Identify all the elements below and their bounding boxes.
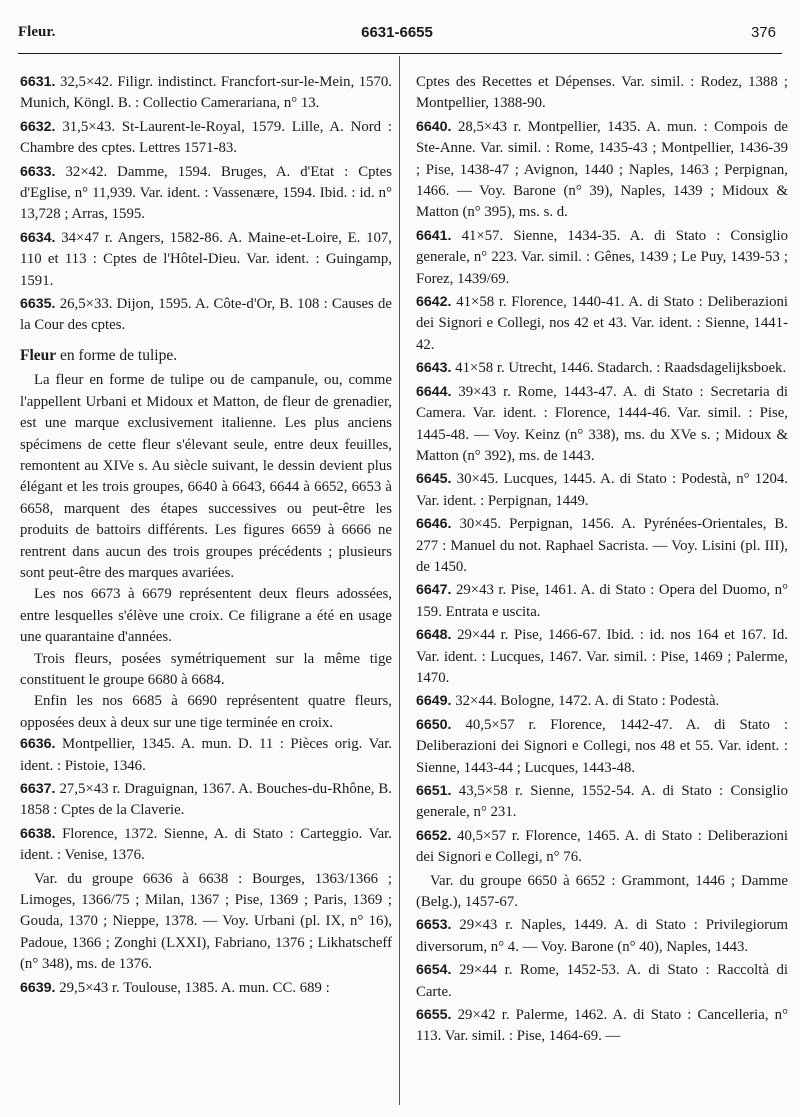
page-header xyxy=(18,24,776,50)
entry-6644: 6644. 39×43 r. Rome, 1443-47. A. di Stato : Secretaria di Camera. Var. ident. : Florence, 1444-46. Var. simil. : Pise, 1445-48. — Voy. Keinz (n° 338), ms. du XVe s. ; Midoux & Matton (n° 392), ms. de 1443. xyxy=(416,383,788,464)
entry-6651: 6651. 43,5×58 r. Sienne, 1552-54. A. di Stato : Consiglio generale, n° 231. xyxy=(416,783,788,821)
entry-6633: 6633. 32×42. Damme, 1594. Bruges, A. d'Etat : Cptes d'Eglise, n° 11,939. Var. ident. : Vassenære, 1594. Ibid. : id. n° 13,728 ; Arras, 1595. xyxy=(20,163,392,223)
left-column xyxy=(20,72,392,1001)
entry-6648: 6648. 29×44 r. Pise, 1466-67. Ibid. : id. nos 164 et 167. Id. Var. ident. : Lucques, 1467. Var. simil. : Pise, 1469 ; Palerme, 1470. xyxy=(416,627,788,686)
entry-6649: 6649. 32×44. Bologne, 1472. A. di Stato : Podestà. xyxy=(416,693,720,710)
entry-6638-variants: Var. du groupe 6636 à 6638 : Bourges, 1363/1366 ; Limoges, 1366/75 ; Milan, 1367 ; Pise, 1369 ; Paris, 1369 ; Gouda, 1370 ; Nieppe, 1378. — Voy. Urbani (pl. IX, n° 16), Padoue, 1366 ; Zonghi (LXXI), Fabriano, 1376 ; Likhatscheff (n° 348), ms. de 1376. xyxy=(20,870,392,973)
page-number: 376 xyxy=(750,24,776,41)
entry-6632: 6632. 31,5×43. St-Laurent-le-Royal, 1579. Lille, A. Nord : Chambre des cptes. Lettres 1571-83. xyxy=(20,118,392,157)
intro-paragraph-2: Les nos 6673 à 6679 représentent deux fleurs adossées, entre lesquelles s'élève une croix. Ce filigrane a été en usage une quarantaine d'années. xyxy=(20,586,392,646)
entry-6647: 6647. 29×43 r. Pise, 1461. A. di Stato : Opera del Duomo, n° 159. Entrata e uscita. xyxy=(416,582,788,620)
column-divider xyxy=(399,56,400,1105)
entry-6635: 6635. 26,5×33. Dijon, 1595. A. Côte-d'Or, B. 108 : Causes de la Cour des cptes. xyxy=(20,296,392,334)
entry-6631: 6631. 32,5×42. Filigr. indistinct. Francfort-sur-le-Mein, 1570. Munich, Köngl. B. : Collectio Camerariana, n° 13. xyxy=(20,74,392,112)
entry-6653: 6653. 29×43 r. Naples, 1449. A. di Stato : Privilegiorum diversorum, n° 4. — Voy. Barone (n° 40), Naples, 1443. xyxy=(416,917,788,955)
entry-6650: 6650. 40,5×57 r. Florence, 1442-47. A. di Stato : Deliberazioni dei Signori e Collegi, nos 48 et 55. Var. ident. : Sienne, 1443-44 ; Lucques, 1443-48. xyxy=(416,716,788,776)
entry-6641: 6641. 41×57. Sienne, 1434-35. A. di Stato : Consiglio generale, n° 223. Var. simil. : Gênes, 1439 ; Le Puy, 1439-53 ; Forez, 1439/69. xyxy=(416,227,788,287)
entry-6645: 6645. 30×45. Lucques, 1445. A. di Stato : Podestà, n° 1204. Var. ident. : Perpignan, 1449. xyxy=(416,471,788,509)
header-rule xyxy=(18,53,782,54)
entry-6646: 6646. 30×45. Perpignan, 1456. A. Pyrénées-Orientales, B. 277 : Manuel du not. Raphael Sacrista. — Voy. Lisini (pl. III), de 1450. xyxy=(416,516,788,575)
right-column xyxy=(416,72,788,1050)
section-heading-rest: en forme de tulipe. xyxy=(60,346,178,364)
entry-6652: 6652. 40,5×57 r. Florence, 1465. A. di Stato : Deliberazioni dei Signori e Collegi, n° 76. xyxy=(416,827,788,866)
intro-paragraph-1: La fleur en forme de tulipe ou de campanule, ou, comme l'appellent Urbani et Midoux et Matton, de fleur de grenadier, est une marque exclusivement italienne. Les plus anciens spécimens de cette fleur s'élevant seule, entre deux feuilles, remontent au XIVe s. Au siècle suivant, le dessin devient plus élégant et les trois groupes, 6640 à 6643, 6644 à 6652, 6653 à 6658, marquent des étapes successives ou peut-être les produits de battoirs différents. Les figures 6659 à 6666 ne rentrent dans aucun des trois groupes précédents ; plusieurs sont peut-être des marques avariées. xyxy=(20,372,392,581)
intro-paragraph-4: Enfin les nos 6685 à 6690 représentent quatre fleurs, opposées deux à deux sur une tige terminée en croix. xyxy=(20,693,392,731)
entry-6642: 6642. 41×58 r. Florence, 1440-41. A. di Stato : Deliberazioni dei Signori e Collegi, nos 42 et 43. Var. ident. : Sienne, 1441-42. xyxy=(416,294,788,353)
entry-6634: 6634. 34×47 r. Angers, 1582-86. A. Maine-et-Loire, E. 107, 110 et 113 : Cptes de l'Hôtel-Dieu. Var. ident. : Guingamp, 1591. xyxy=(20,229,392,289)
entry-6639-continued: Cptes des Recettes et Dépenses. Var. simil. : Rodez, 1388 ; Montpellier, 1388-90. xyxy=(416,74,788,112)
running-title: Fleur. xyxy=(18,24,56,40)
entry-range: 6631-6655 xyxy=(361,24,433,41)
section-heading-word: Fleur xyxy=(20,346,57,364)
entry-6637: 6637. 27,5×43 r. Draguignan, 1367. A. Bouches-du-Rhône, B. 1858 : Cptes de la Claverie. xyxy=(20,781,392,819)
intro-paragraph-3: Trois fleurs, posées symétriquement sur la même tige constituent le groupe 6680 à 6684. xyxy=(20,650,392,688)
entry-6640: 6640. 28,5×43 r. Montpellier, 1435. A. mun. : Compois de Ste-Anne. Var. simil. : Rome, 1435-43 ; Montpellier, 1436-39 ; Pise, 1438-47 ; Avignon, 1440 ; Naples, 1463 ; Perpignan, 1466. — Voy. Barone (n° 39), Naples, 1439 ; Midoux & Matton (n° 395), ms. s. d. xyxy=(416,118,788,221)
entry-6655: 6655. 29×42 r. Palerme, 1462. A. di Stato : Cancelleria, n° 113. Var. simil. : Pise, 1464-69. — xyxy=(416,1007,788,1045)
entry-6654: 6654. 29×44 r. Rome, 1452-53. A. di Stato : Raccoltà di Carte. xyxy=(416,962,788,1000)
section-heading xyxy=(20,345,392,366)
entry-6636: 6636. Montpellier, 1345. A. mun. D. 11 : Pièces orig. Var. ident. : Pistoie, 1346. xyxy=(20,736,392,774)
entry-6639: 6639. 29,5×43 r. Toulouse, 1385. A. mun. CC. 689 : xyxy=(20,979,330,996)
entry-6652-variants: Var. du groupe 6650 à 6652 : Grammont, 1446 ; Damme (Belg.), 1457-67. xyxy=(416,872,788,911)
entry-6638: 6638. Florence, 1372. Sienne, A. di Stato : Carteggio. Var. ident. : Venise, 1376. xyxy=(20,825,392,864)
entry-6643: 6643. 41×58 r. Utrecht, 1446. Stadarch. : Raadsdagelijksboek. xyxy=(416,360,787,377)
